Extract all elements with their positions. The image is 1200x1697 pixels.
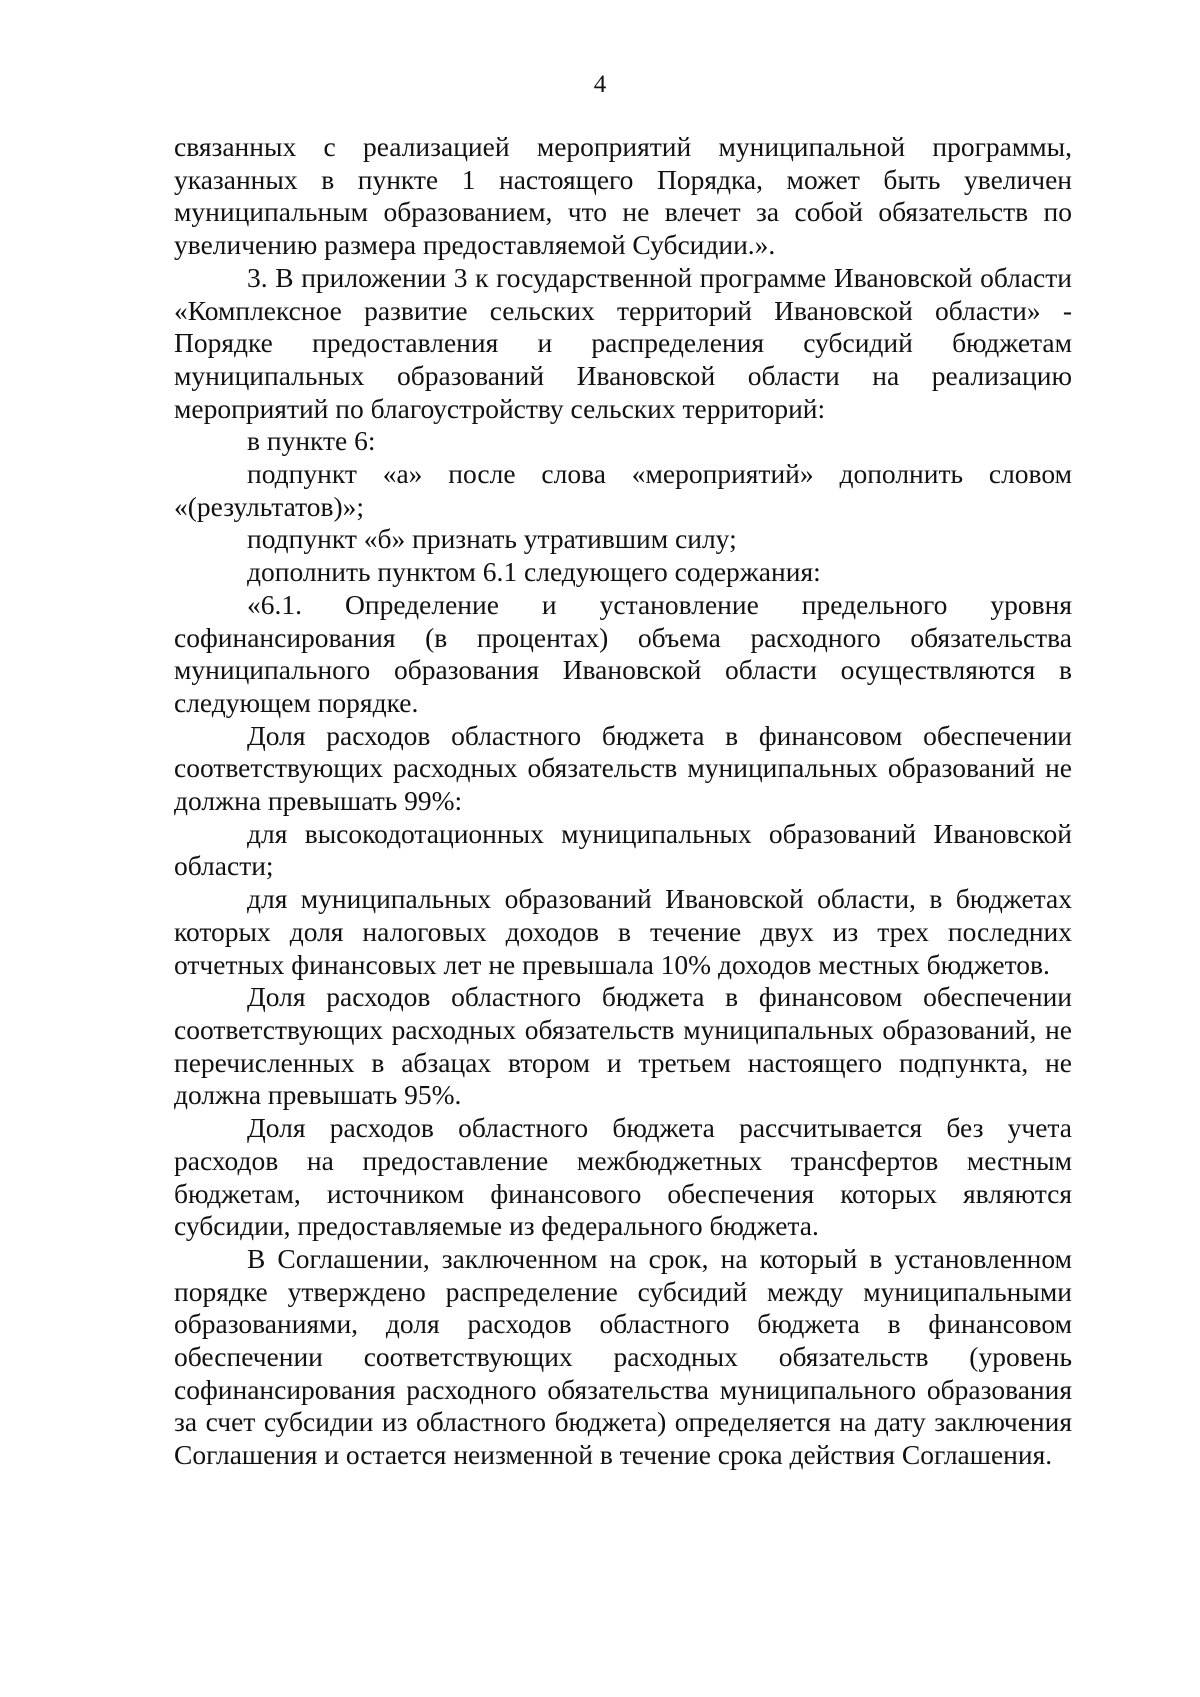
paragraph-share-99: Доля расходов областного бюджета в финансовом обеспечении соответствующих расходных обязательств муниципальных образований не должна превышать 99%: (174, 719, 1072, 817)
paragraph-calculation: Доля расходов областного бюджета рассчитывается без учета расходов на предоставление межбюджетных трансфертов местным бюджетам, источником финансового обеспечения которых являются субсидии, предоставляемые из федерального бюджета. (174, 1112, 1072, 1242)
paragraph-agreement: В Соглашении, заключенном на срок, на который в установленном порядке утверждено распределение субсидий между муниципальными образованиями, доля расходов областного бюджета в финансовом обеспечении соответствующих расходных обязательств (уровень софинансирования расходного обязательства муниципального образования за счет субсидии из областного бюджета) определяется на дату заключения Соглашения и остается неизменной в течение срока действия Соглашения. (174, 1242, 1072, 1471)
paragraph-share-95: Доля расходов областного бюджета в финансовом обеспечении соответствующих расходных обязательств муниципальных образований, не перечисленных в абзацах втором и третьем настоящего подпункта, не должна превышать 95%. (174, 981, 1072, 1111)
document-body (174, 131, 1072, 1472)
paragraph-point-6-1: «6.1. Определение и установление предельного уровня софинансирования (в процентах) объема расходного обязательства муниципального образования Ивановской области осуществляются в следующем порядке. (174, 588, 1072, 718)
paragraph-item-3: 3. В приложении 3 к государственной программе Ивановской области «Комплексное развитие сельских территорий Ивановской области» - Порядке предоставления и распределения субсидий бюджетам муниципальных образований Ивановской области на реализацию мероприятий по благоустройству сельских территорий: (174, 261, 1072, 424)
page-number: 4 (593, 71, 607, 98)
paragraph-continuation: связанных с реализацией мероприятий муниципальной программы, указанных в пункте 1 настоящего Порядка, может быть увеличен муниципальным образованием, что не влечет за собой обязательств по увеличению размера предоставляемой Субсидии.». (174, 131, 1072, 261)
paragraph-add-point-6-1: дополнить пунктом 6.1 следующего содержания: (247, 556, 821, 588)
paragraph-subpoint-a: подпункт «а» после слова «мероприятий» дополнить словом «(результатов)»; (174, 458, 1072, 522)
paragraph-tax-income: для муниципальных образований Ивановской области, в бюджетах которых доля налоговых доходов в течение двух из трех последних отчетных финансовых лет не превышала 10% доходов местных бюджетов. (174, 883, 1072, 980)
paragraph-point-6: в пункте 6: (247, 425, 376, 457)
paragraph-subpoint-b: подпункт «б» признать утратившим силу; (247, 523, 737, 555)
paragraph-high-subsidy: для высокодотационных муниципальных образований Ивановской области; (174, 817, 1072, 882)
